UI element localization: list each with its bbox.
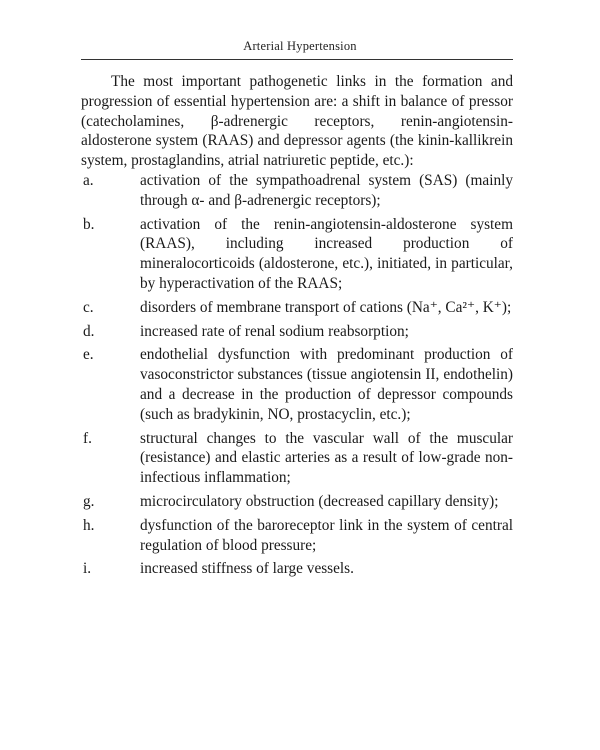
running-head: Arterial Hypertension xyxy=(243,39,357,53)
list-item-letter: e. xyxy=(83,346,94,364)
list-item-letter: i. xyxy=(83,560,92,578)
list-item-c xyxy=(81,298,513,318)
list-item-text: structural changes to the vascular wall of the muscular (resistance) and elastic arteries as a result of low-grade non-infectious inflammation; xyxy=(140,429,513,487)
list-item-letter: g. xyxy=(83,492,95,510)
list-item-text: activation of the sympathoadrenal system (SAS) (mainly through α- and β-adrenergic receptors); xyxy=(140,171,513,209)
list-item-f xyxy=(81,429,513,488)
page-body xyxy=(81,72,513,583)
header-rule xyxy=(81,59,513,60)
pathogenetic-links-list xyxy=(81,171,513,579)
list-item-text: disorders of membrane transport of cations (Na⁺, Ca²⁺, K⁺); xyxy=(140,298,512,316)
list-item-b xyxy=(81,215,513,294)
list-item-text: increased rate of renal sodium reabsorption; xyxy=(140,322,409,340)
list-item-letter: b. xyxy=(83,215,95,233)
intro-paragraph: The most important pathogenetic links in the formation and progression of essential hypertension are: a shift in balance of pressor (catecholamines, β-adrenergic receptors, renin-angiotensin-aldosterone system (RAAS) and depressor agents (the kinin-kallikrein system, prostaglandins, atrial natriuretic peptide, etc.): xyxy=(81,73,513,170)
list-item-letter: d. xyxy=(83,322,95,340)
list-item-e xyxy=(81,345,513,424)
list-item-letter: h. xyxy=(83,516,95,534)
list-item-text: increased stiffness of large vessels. xyxy=(140,560,354,578)
list-item-text: activation of the renin-angiotensin-aldosterone system (RAAS), including increased production of mineralocorticoids (aldosterone, etc.), initiated, in particular, by hyperactivation of the RAAS; xyxy=(140,215,513,292)
list-item-h xyxy=(81,516,513,556)
list-item-g xyxy=(81,492,513,512)
list-item-i xyxy=(81,559,513,579)
list-item-d xyxy=(81,322,513,342)
list-item-letter: c. xyxy=(83,298,94,316)
list-item-text: dysfunction of the baroreceptor link in the system of central regulation of blood pressure; xyxy=(140,516,513,554)
list-item-text: endothelial dysfunction with predominant production of vasoconstrictor substances (tissue angiotensin II, endothelin) and a decrease in the production of depressor compounds (such as bradykinin, NO, prostacyclin, etc.); xyxy=(140,346,513,423)
list-item-a xyxy=(81,171,513,211)
list-item-letter: f. xyxy=(83,429,92,447)
list-item-text: microcirculatory obstruction (decreased capillary density); xyxy=(140,492,499,510)
list-item-letter: a. xyxy=(83,171,94,189)
